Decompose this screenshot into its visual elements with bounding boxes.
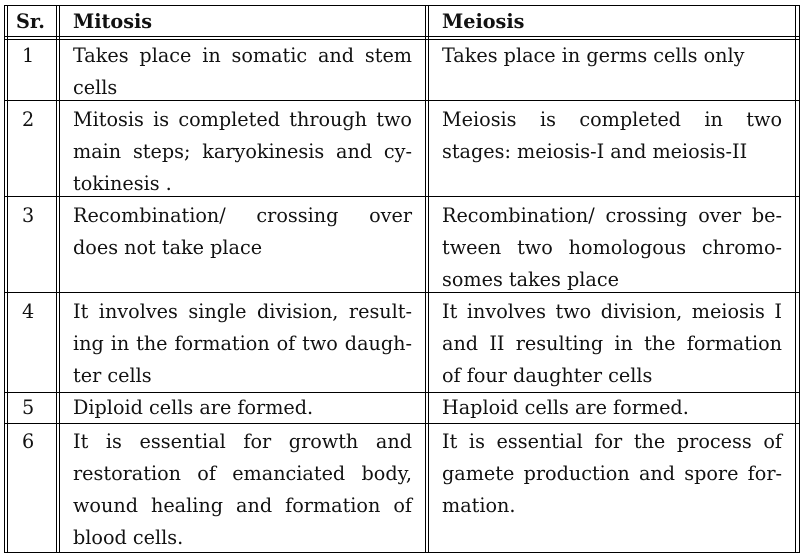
table-border-right: [795, 5, 796, 553]
text-line: ter cells: [73, 364, 152, 387]
text-line: gamete production and spore for-: [442, 462, 782, 485]
meiosis-cell: [442, 426, 782, 522]
row-number: 2: [22, 108, 35, 131]
mitosis-cell: [73, 426, 412, 554]
column-divider-double: [59, 5, 60, 553]
table-border-left-double: [7, 5, 8, 553]
text-line: It involves two division, meiosis I: [442, 300, 782, 323]
text-line: blood cells.: [73, 526, 184, 549]
mitosis-cell: [73, 104, 412, 200]
text-line: main steps; karyokinesis and cy-: [73, 140, 412, 163]
text-line: restoration of emanciated body,: [73, 462, 412, 485]
text-line: mation.: [442, 494, 516, 517]
text-line: tween two homologous chromo-: [442, 236, 782, 259]
row-number: 3: [22, 204, 35, 227]
column-divider: [56, 5, 57, 553]
mitosis-cell: [73, 296, 412, 392]
text-line: Diploid cells are formed.: [73, 396, 314, 419]
meiosis-cell: [442, 40, 782, 72]
text-line: It is essential for growth and: [73, 430, 412, 453]
text-line: wound healing and formation of: [73, 494, 412, 517]
row-number: 5: [22, 396, 35, 419]
text-line: Recombination/ crossing over be-: [442, 204, 782, 227]
text-line: Takes place in germs cells only: [442, 44, 745, 67]
text-line: of four daughter cells: [442, 364, 653, 387]
text-line: Recombination/ crossing over: [73, 204, 412, 227]
header-mitosis: Mitosis: [73, 10, 153, 33]
text-line: stages: meiosis-I and meiosis-II: [442, 140, 748, 163]
meiosis-cell: [442, 104, 782, 168]
comparison-table: [4, 5, 800, 553]
header-meiosis: Meiosis: [442, 10, 525, 33]
text-line: Haploid cells are formed.: [442, 396, 689, 419]
mitosis-cell: [73, 200, 412, 264]
text-line: somes takes place: [442, 268, 619, 291]
meiosis-cell: [442, 200, 782, 296]
text-line: tokinesis .: [73, 172, 172, 195]
text-line: Takes place in somatic and stem: [73, 44, 412, 67]
text-line: and II resulting in the formation: [442, 332, 782, 355]
text-line: It is essential for the process of: [442, 430, 782, 453]
text-line: Meiosis is completed in two: [442, 108, 782, 131]
column-divider-double: [428, 5, 429, 553]
header-sr: Sr.: [16, 10, 45, 33]
mitosis-cell: [73, 40, 412, 104]
table-border-left: [4, 5, 5, 553]
meiosis-cell: [442, 392, 782, 424]
row-number: 6: [22, 430, 35, 453]
mitosis-cell: [73, 392, 412, 424]
text-line: ing in the formation of two daugh-: [73, 332, 412, 355]
meiosis-cell: [442, 296, 782, 392]
text-line: It involves single division, result-: [73, 300, 412, 323]
row-number: 1: [22, 44, 35, 67]
text-line: Mitosis is completed through two: [73, 108, 412, 131]
table-border-right-double: [799, 5, 800, 553]
text-line: does not take place: [73, 236, 263, 259]
row-number: 4: [22, 300, 35, 323]
column-divider: [425, 5, 426, 553]
text-line: cells: [73, 76, 118, 99]
